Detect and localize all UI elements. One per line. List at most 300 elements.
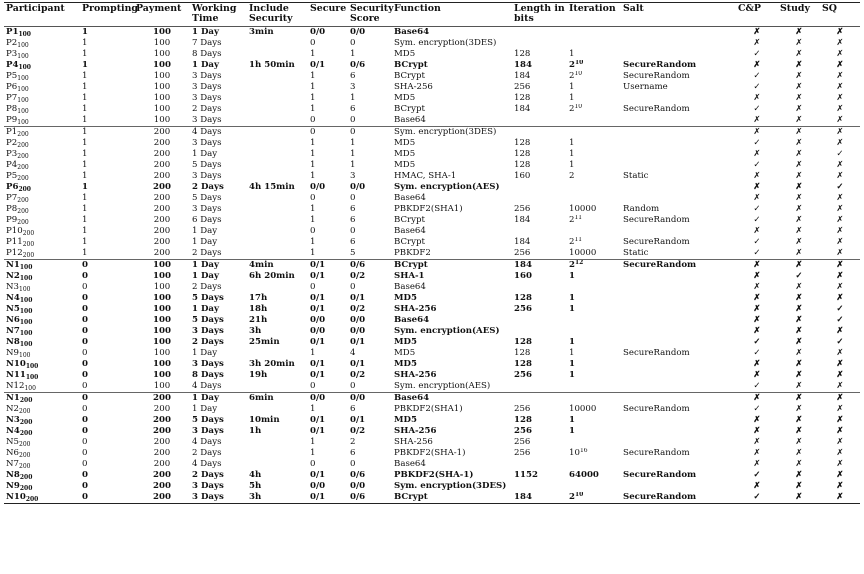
payment-cell-text: 100 [153,115,171,125]
participant-cell-text: N2 [6,271,20,281]
study-cell [778,160,820,171]
sq-cell-text: ✗ [836,27,844,37]
secure-cell-text: 1 [310,248,316,258]
cp-cell-text: ✓ [753,160,761,170]
participant-subscript: 100 [24,385,36,392]
secure-cell-text: 1 [310,71,316,81]
study-cell-text: ✗ [795,448,803,458]
include-security-cell [247,337,308,348]
salt-cell [621,359,736,370]
participant-subscript: 100 [17,108,29,115]
cp-cell [736,348,778,359]
cp-cell [736,470,778,481]
cp-cell-text: ✗ [753,271,761,281]
cp-cell [736,304,778,315]
function-cell-text: PBKDF2(SHA1) [394,204,463,214]
prompting-cell-text: 0 [82,426,88,436]
security-score-cell [348,370,392,381]
prompting-cell [80,348,134,359]
participant-subscript: 200 [17,153,29,160]
participant-subscript: 200 [19,408,31,415]
working-time-cell [190,193,247,204]
secure-cell-text: 0/1 [310,470,326,480]
security-score-cell [348,182,392,193]
sq-cell [820,149,860,160]
length-cell [512,404,567,415]
working-time-cell [190,160,247,171]
salt-cell [621,237,736,248]
table-row [4,204,860,215]
payment-cell [134,304,190,315]
participant-cell [4,38,80,49]
study-cell-text: ✗ [795,149,803,159]
function-cell [392,160,512,171]
iteration-exponent: 10 [574,104,583,110]
study-cell-text: ✗ [795,204,803,214]
function-cell-text: Sym. encryption(3DES) [394,127,497,137]
function-cell-text: BCrypt [394,104,425,114]
secure-cell [308,27,348,39]
salt-cell [621,315,736,326]
study-cell-text: ✗ [795,27,803,37]
function-cell-text: Base64 [394,393,430,403]
participant-cell [4,492,80,504]
prompting-cell-text: 1 [82,248,88,258]
iteration-cell [567,271,621,282]
payment-cell-text: 200 [153,470,171,480]
include-security-cell [247,437,308,448]
working-time-cell-text: 4 Days [192,459,222,469]
length-cell-text: 256 [514,204,531,214]
payment-cell [134,426,190,437]
function-cell-text: Base64 [394,226,426,236]
working-time-cell [190,93,247,104]
length-cell [512,426,567,437]
sq-cell-text: ✗ [836,226,844,236]
include-security-cell-text: 4min [249,260,274,270]
function-cell [392,426,512,437]
participant-cell [4,60,80,71]
working-time-cell [190,260,247,272]
length-cell-text: 128 [514,337,532,347]
prompting-cell-text: 0 [82,470,88,480]
table-row [4,381,860,393]
participant-cell-text: P6 [6,182,19,192]
salt-cell-text: SecureRandom [623,404,690,414]
payment-cell [134,93,190,104]
sq-cell [820,426,860,437]
function-cell-text: SHA-256 [394,370,437,380]
iteration-cell [567,315,621,326]
study-cell [778,470,820,481]
length-cell [512,459,567,470]
sq-cell [820,226,860,237]
length-cell [512,27,567,39]
participant-cell-text: P12 [6,248,23,258]
function-cell-text: MD5 [394,93,416,103]
payment-cell [134,348,190,359]
participant-subscript: 100 [17,97,29,104]
cp-cell [736,49,778,60]
working-time-cell [190,149,247,160]
prompting-cell-text: 0 [82,293,88,303]
cp-cell [736,27,778,39]
study-cell [778,381,820,393]
function-cell-text: MD5 [394,359,417,369]
function-cell [392,226,512,237]
participant-cell [4,370,80,381]
function-cell-text: BCrypt [394,215,425,225]
payment-cell [134,415,190,426]
cp-cell-text: ✓ [753,215,761,225]
security-score-cell-text: 0/2 [350,304,366,314]
cp-cell-text: ✗ [753,359,761,369]
secure-cell-text: 0 [310,115,316,125]
table-row [4,82,860,93]
sq-cell [820,271,860,282]
security-score-cell-text: 3 [350,82,356,92]
payment-cell-text: 100 [153,104,171,114]
sq-cell-text: ✗ [836,393,844,403]
salt-cell-text: SecureRandom [623,237,690,247]
table-row [4,359,860,370]
function-cell-text: BCrypt [394,237,425,247]
include-security-cell [247,393,308,405]
participant-cell-text: P4 [6,60,19,70]
function-cell [392,149,512,160]
study-cell [778,315,820,326]
payment-cell-text: 100 [153,60,171,70]
secure-cell [308,160,348,171]
study-cell [778,326,820,337]
salt-cell [621,27,736,39]
study-cell [778,492,820,504]
cp-cell [736,93,778,104]
iteration-cell [567,248,621,260]
prompting-cell [80,282,134,293]
function-cell [392,315,512,326]
study-cell [778,127,820,139]
working-time-cell-text: 3 Days [192,171,222,181]
table-row [4,182,860,193]
security-score-cell [348,426,392,437]
secure-cell-text: 0/1 [310,60,326,70]
secure-cell [308,470,348,481]
length-cell [512,160,567,171]
working-time-cell-text: 5 Days [192,315,224,325]
sq-cell-text: ✗ [836,481,844,491]
participant-cell-text: N10 [6,492,26,502]
prompting-cell-text: 1 [82,82,88,92]
study-cell-text: ✗ [795,38,803,48]
sq-cell [820,93,860,104]
working-time-cell-text: 1 Day [192,304,219,314]
security-score-cell [348,138,392,149]
cp-cell-text: ✗ [753,127,761,137]
study-cell [778,304,820,315]
secure-cell-text: 0/1 [310,337,326,347]
security-score-cell-text: 0/6 [350,260,366,270]
payment-cell-text: 200 [153,459,171,469]
table-row [4,193,860,204]
security-score-cell [348,171,392,182]
working-time-cell-text: 3 Days [192,481,224,491]
function-cell-text: HMAC, SHA-1 [394,171,457,181]
function-cell [392,304,512,315]
length-cell [512,470,567,481]
working-time-cell-text: 2 Days [192,448,222,458]
include-security-cell [247,82,308,93]
table-row [4,393,860,405]
function-cell [392,404,512,415]
function-cell-text: Sym. encryption(AES) [394,381,491,391]
sq-cell [820,138,860,149]
working-time-cell-text: 3 Days [192,492,224,502]
security-score-cell [348,160,392,171]
payment-cell-text: 200 [153,248,171,258]
iteration-cell [567,82,621,93]
length-cell-text: 256 [514,426,532,436]
prompting-cell-text: 0 [82,304,88,314]
secure-cell-text: 1 [310,160,316,170]
security-score-cell-text: 0 [350,115,356,125]
iteration-cell [567,348,621,359]
payment-cell-text: 100 [153,282,171,292]
participant-cell [4,93,80,104]
study-cell [778,38,820,49]
prompting-cell-text: 1 [82,104,88,114]
participant-subscript: 200 [22,241,35,248]
length-cell [512,71,567,82]
sq-cell-text: ✗ [836,260,844,270]
payment-cell-text: 200 [153,193,171,203]
working-time-cell-text: 1 Day [192,60,219,70]
security-score-cell-text: 0/0 [350,182,366,192]
function-cell-text: Sym. encryption(3DES) [394,481,507,491]
length-cell-text: 128 [514,293,532,303]
security-score-cell [348,226,392,237]
cp-cell [736,226,778,237]
iteration-cell-text: 1 [569,359,575,369]
working-time-cell-text: 1 Day [192,271,219,281]
sq-cell [820,171,860,182]
security-score-cell [348,60,392,71]
iteration-cell [567,282,621,293]
prompting-cell [80,193,134,204]
study-cell-text: ✗ [795,171,803,181]
security-score-cell [348,260,392,272]
participant-cell-text: P9 [6,115,18,125]
participant-subscript: 200 [17,208,29,215]
include-security-cell-text: 17h [249,293,268,303]
working-time-cell [190,71,247,82]
table-row [4,248,860,260]
participant-cell [4,282,80,293]
participant-cell [4,459,80,470]
include-security-cell [247,448,308,459]
sq-cell-text: ✗ [836,404,844,414]
payment-cell-text: 100 [153,38,171,48]
participant-cell-text: N9 [6,348,19,358]
secure-cell-text: 0 [310,38,316,48]
secure-cell [308,271,348,282]
prompting-cell [80,248,134,260]
participant-cell-text: N7 [6,326,20,336]
participant-subscript: 200 [19,474,33,481]
security-score-cell-text: 0/1 [350,337,366,347]
security-score-cell-text: 0 [350,38,356,48]
function-cell [392,271,512,282]
prompting-cell [80,149,134,160]
table-row [4,49,860,60]
participant-cell [4,160,80,171]
participant-cell [4,115,80,127]
secure-cell-text: 1 [310,204,316,214]
prompting-cell [80,481,134,492]
working-time-cell-text: 8 Days [192,49,222,59]
secure-cell-text: 1 [310,49,316,59]
secure-cell-text: 1 [310,215,316,225]
secure-cell [308,315,348,326]
cp-cell-text: ✗ [753,326,761,336]
salt-cell-text: SecureRandom [623,71,690,81]
security-score-cell-text: 6 [350,237,356,247]
security-score-cell-text: 0/1 [350,415,366,425]
prompting-cell [80,492,134,504]
function-cell [392,470,512,481]
working-time-cell [190,437,247,448]
working-time-cell-text: 1 Day [192,393,219,403]
cp-cell [736,293,778,304]
iteration-cell [567,215,621,226]
iteration-cell-text: 1 [569,93,575,103]
sq-cell-text: ✗ [836,93,844,103]
working-time-cell-text: 5 Days [192,160,222,170]
function-cell-text: SHA-256 [394,82,433,92]
working-time-cell-text: 5 Days [192,415,224,425]
cp-cell [736,193,778,204]
function-cell [392,437,512,448]
include-security-cell-text: 3min [249,27,274,37]
length-cell [512,104,567,115]
table-row [4,315,860,326]
sq-cell-text: ✗ [836,470,844,480]
participant-subscript: 100 [19,319,33,326]
participant-cell [4,82,80,93]
function-cell-text: Sym. encryption(AES) [394,326,500,336]
iteration-cell-text: 2 [569,492,575,502]
salt-cell [621,226,736,237]
secure-cell-text: 0/1 [310,293,326,303]
sq-cell-text: ✗ [836,160,844,170]
participant-cell [4,470,80,481]
cp-cell [736,426,778,437]
table-row [4,282,860,293]
cp-cell [736,104,778,115]
function-cell-text: PBKDF2(SHA-1) [394,448,466,458]
study-cell [778,138,820,149]
security-score-cell-text: 1 [350,138,356,148]
study-cell [778,393,820,405]
cp-cell [736,160,778,171]
sq-cell-text: ✓ [836,304,844,314]
working-time-cell-text: 4 Days [192,381,222,391]
function-cell [392,171,512,182]
payment-cell [134,337,190,348]
participant-subscript: 100 [19,297,33,304]
security-score-cell [348,415,392,426]
cp-cell [736,337,778,348]
function-cell [392,492,512,504]
prompting-cell-text: 0 [82,359,88,369]
participant-subscript: 100 [25,363,39,370]
secure-cell [308,326,348,337]
sq-cell-text: ✗ [836,459,844,469]
salt-cell-text: SecureRandom [623,60,697,70]
sq-cell-text: ✗ [836,426,844,436]
security-score-cell [348,481,392,492]
working-time-cell-text: 3 Days [192,359,224,369]
security-score-cell [348,459,392,470]
salt-cell [621,304,736,315]
secure-cell [308,127,348,139]
length-cell [512,282,567,293]
security-score-cell-text: 0/6 [350,60,366,70]
iteration-cell-text: 1 [569,337,575,347]
iteration-exponent: 12 [574,259,584,266]
col-security-score: Security Score [348,3,392,27]
participant-subscript: 100 [18,31,31,38]
cp-cell [736,359,778,370]
secure-cell [308,492,348,504]
study-cell [778,481,820,492]
length-cell [512,171,567,182]
include-security-cell [247,237,308,248]
table-row [4,370,860,381]
include-security-cell [247,204,308,215]
iteration-cell [567,171,621,182]
working-time-cell-text: 5 Days [192,293,224,303]
length-cell-text: 184 [514,237,531,247]
cp-cell-text: ✓ [753,237,761,247]
function-cell [392,93,512,104]
prompting-cell [80,127,134,139]
prompting-cell-text: 1 [82,149,88,159]
length-cell-text: 256 [514,82,531,92]
secure-cell [308,282,348,293]
payment-cell [134,27,190,39]
iteration-cell-text: 2 [569,60,575,70]
payment-cell [134,437,190,448]
security-score-cell [348,315,392,326]
working-time-cell-text: 3 Days [192,204,222,214]
salt-cell [621,248,736,260]
sq-cell [820,27,860,39]
include-security-cell [247,326,308,337]
length-cell [512,193,567,204]
sq-cell [820,204,860,215]
length-cell [512,149,567,160]
working-time-cell [190,204,247,215]
working-time-cell [190,115,247,127]
include-security-cell [247,282,308,293]
table-row [4,304,860,315]
payment-cell-text: 200 [153,226,171,236]
cp-cell [736,481,778,492]
col-secure: Secure [308,3,348,27]
table-row [4,104,860,115]
cp-cell [736,437,778,448]
